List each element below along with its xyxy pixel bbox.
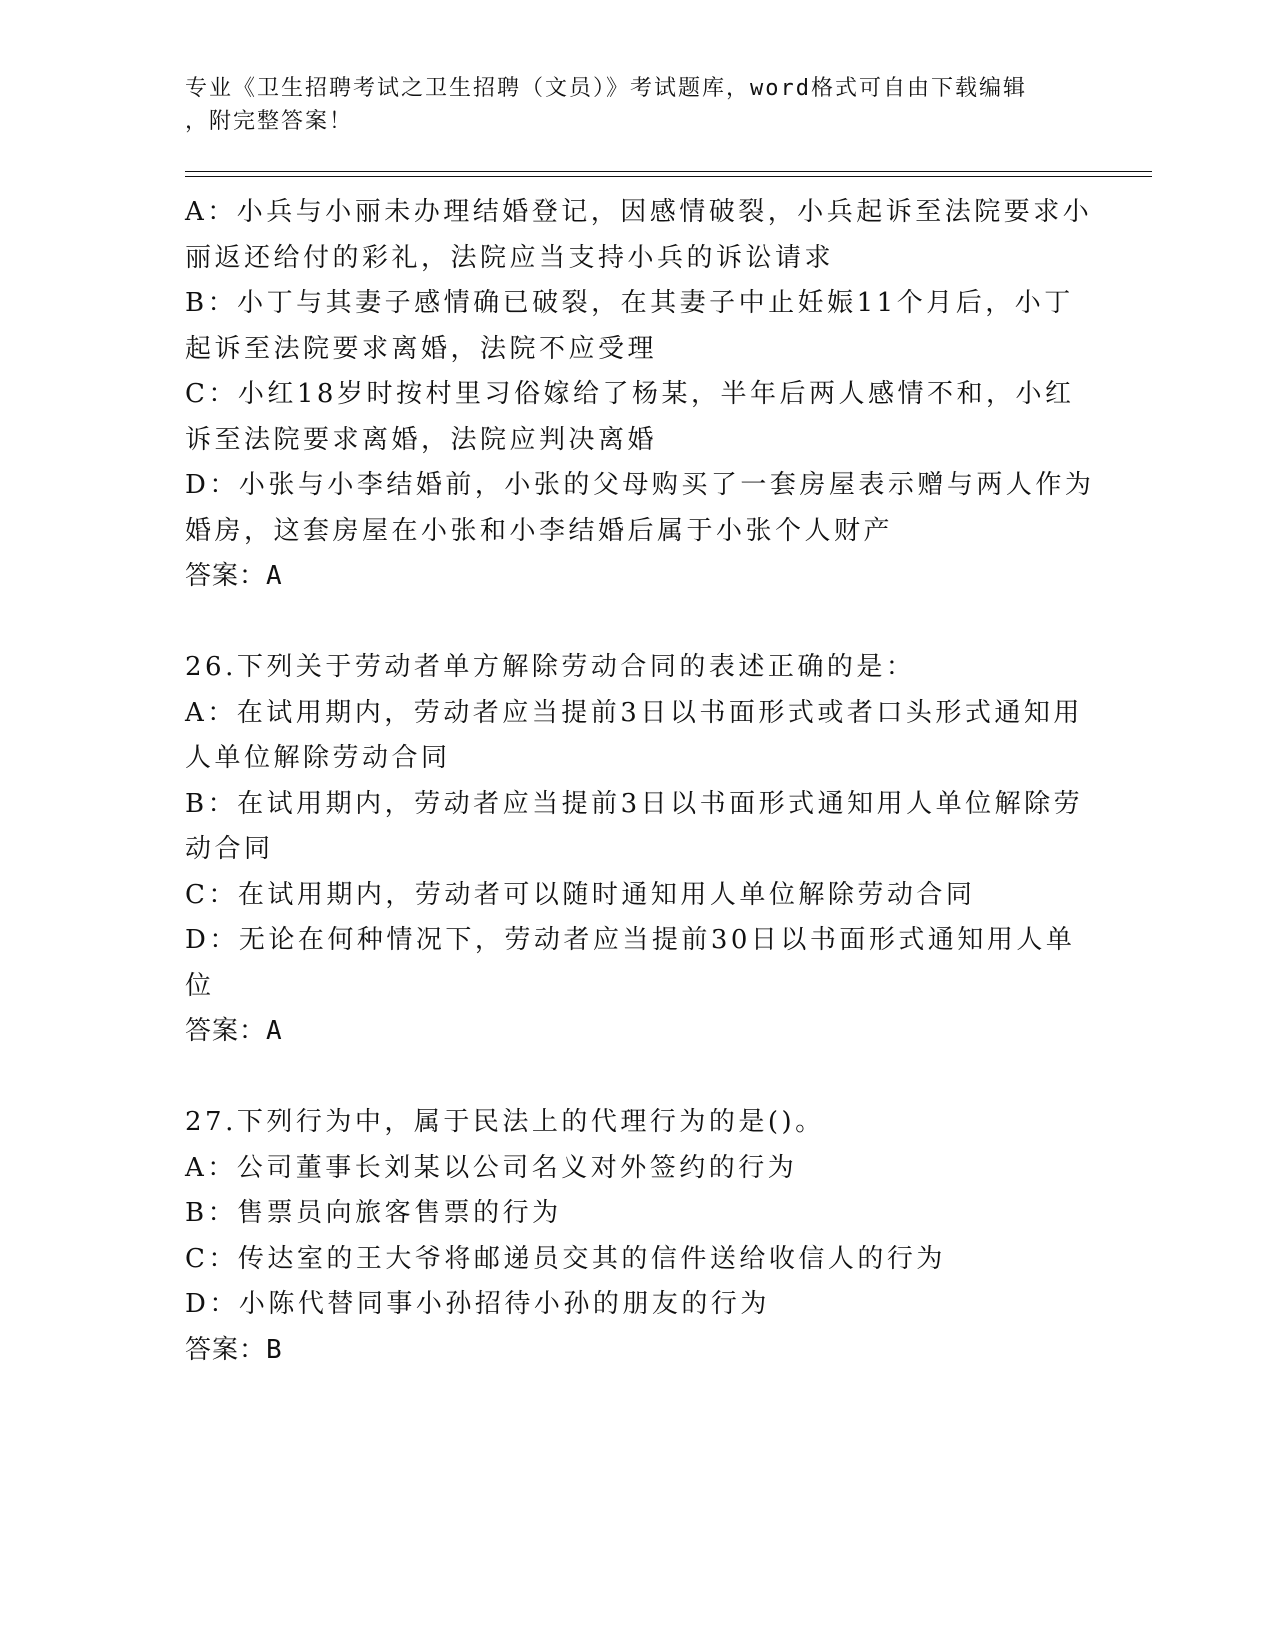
option-text: 婚房，这套房屋在小张和小李结婚后属于小张个人财产 bbox=[185, 515, 894, 546]
option-c bbox=[185, 372, 1085, 463]
option-text: 位 bbox=[185, 970, 215, 1001]
option-c bbox=[185, 1237, 1085, 1283]
option-text: A：在试用期内，劳动者应当提前3日以书面形式或者口头形式通知用 bbox=[185, 697, 1083, 728]
answer-label: 答案：A bbox=[185, 561, 283, 591]
option-text: 人单位解除劳动合同 bbox=[185, 743, 451, 773]
option-text: A：小兵与小丽未办理结婚登记，因感情破裂，小兵起诉至法院要求小 bbox=[185, 197, 1093, 227]
option-text: A：公司董事长刘某以公司名义对外签约的行为 bbox=[185, 1152, 798, 1183]
option-text: 起诉至法院要求离婚，法院不应受理 bbox=[185, 333, 658, 364]
header-line-2: ，附完整答案！ bbox=[185, 109, 354, 134]
option-d bbox=[185, 918, 1085, 1009]
option-text: 丽返还给付的彩礼，法院应当支持小兵的诉讼请求 bbox=[185, 242, 835, 273]
answer-label: 答案：A bbox=[185, 1016, 283, 1046]
option-text: D：小陈代替同事小孙招待小孙的朋友的行为 bbox=[185, 1289, 770, 1319]
option-d bbox=[185, 1282, 1085, 1328]
option-text: B：售票员向旅客售票的行为 bbox=[185, 1198, 562, 1228]
question-25 bbox=[185, 190, 1095, 600]
option-text: D：小张与小李结婚前，小张的父母购买了一套房屋表示赠与两人作为 bbox=[185, 470, 1095, 500]
option-text: D：无论在何种情况下，劳动者应当提前30日以书面形式通知用人单 bbox=[185, 925, 1076, 955]
option-text: B：小丁与其妻子感情确已破裂，在其妻子中止妊娠11个月后，小丁 bbox=[185, 288, 1074, 318]
option-text: C：传达室的王大爷将邮递员交其的信件送给收信人的行为 bbox=[185, 1243, 946, 1274]
option-b bbox=[185, 281, 1085, 372]
option-text: 诉至法院要求离婚，法院应判决离婚 bbox=[185, 424, 658, 455]
header-divider-bottom bbox=[185, 176, 1152, 177]
spacer bbox=[185, 600, 1085, 646]
question-content bbox=[185, 190, 1095, 1373]
option-a bbox=[185, 1146, 1085, 1192]
option-a bbox=[185, 190, 1093, 281]
option-text: C：在试用期内，劳动者可以随时通知用人单位解除劳动合同 bbox=[185, 879, 976, 910]
question-27 bbox=[185, 1100, 1085, 1373]
question-text: 26.下列关于劳动者单方解除劳动合同的表述正确的是： bbox=[185, 652, 916, 682]
question-text: 27.下列行为中，属于民法上的代理行为的是()。 bbox=[185, 1107, 825, 1137]
option-c bbox=[185, 873, 1085, 919]
answer-label: 答案：B bbox=[185, 1334, 283, 1365]
option-b bbox=[185, 1191, 1085, 1237]
option-text: 动合同 bbox=[185, 834, 274, 864]
option-text: C：小红18岁时按村里习俗嫁给了杨某，半年后两人感情不和，小红 bbox=[185, 379, 1075, 409]
option-b bbox=[185, 782, 1085, 873]
header-divider-top bbox=[185, 171, 1152, 172]
header-line-1: 专业《卫生招聘考试之卫生招聘（文员）》考试题库，word格式可自由下载编辑 bbox=[185, 76, 1027, 101]
option-text: B：在试用期内，劳动者应当提前3日以书面形式通知用人单位解除劳 bbox=[185, 788, 1084, 819]
spacer bbox=[185, 1055, 1085, 1101]
question-26 bbox=[185, 645, 1085, 1055]
document-header bbox=[185, 72, 1065, 138]
option-a bbox=[185, 691, 1085, 782]
option-d bbox=[185, 463, 1095, 554]
